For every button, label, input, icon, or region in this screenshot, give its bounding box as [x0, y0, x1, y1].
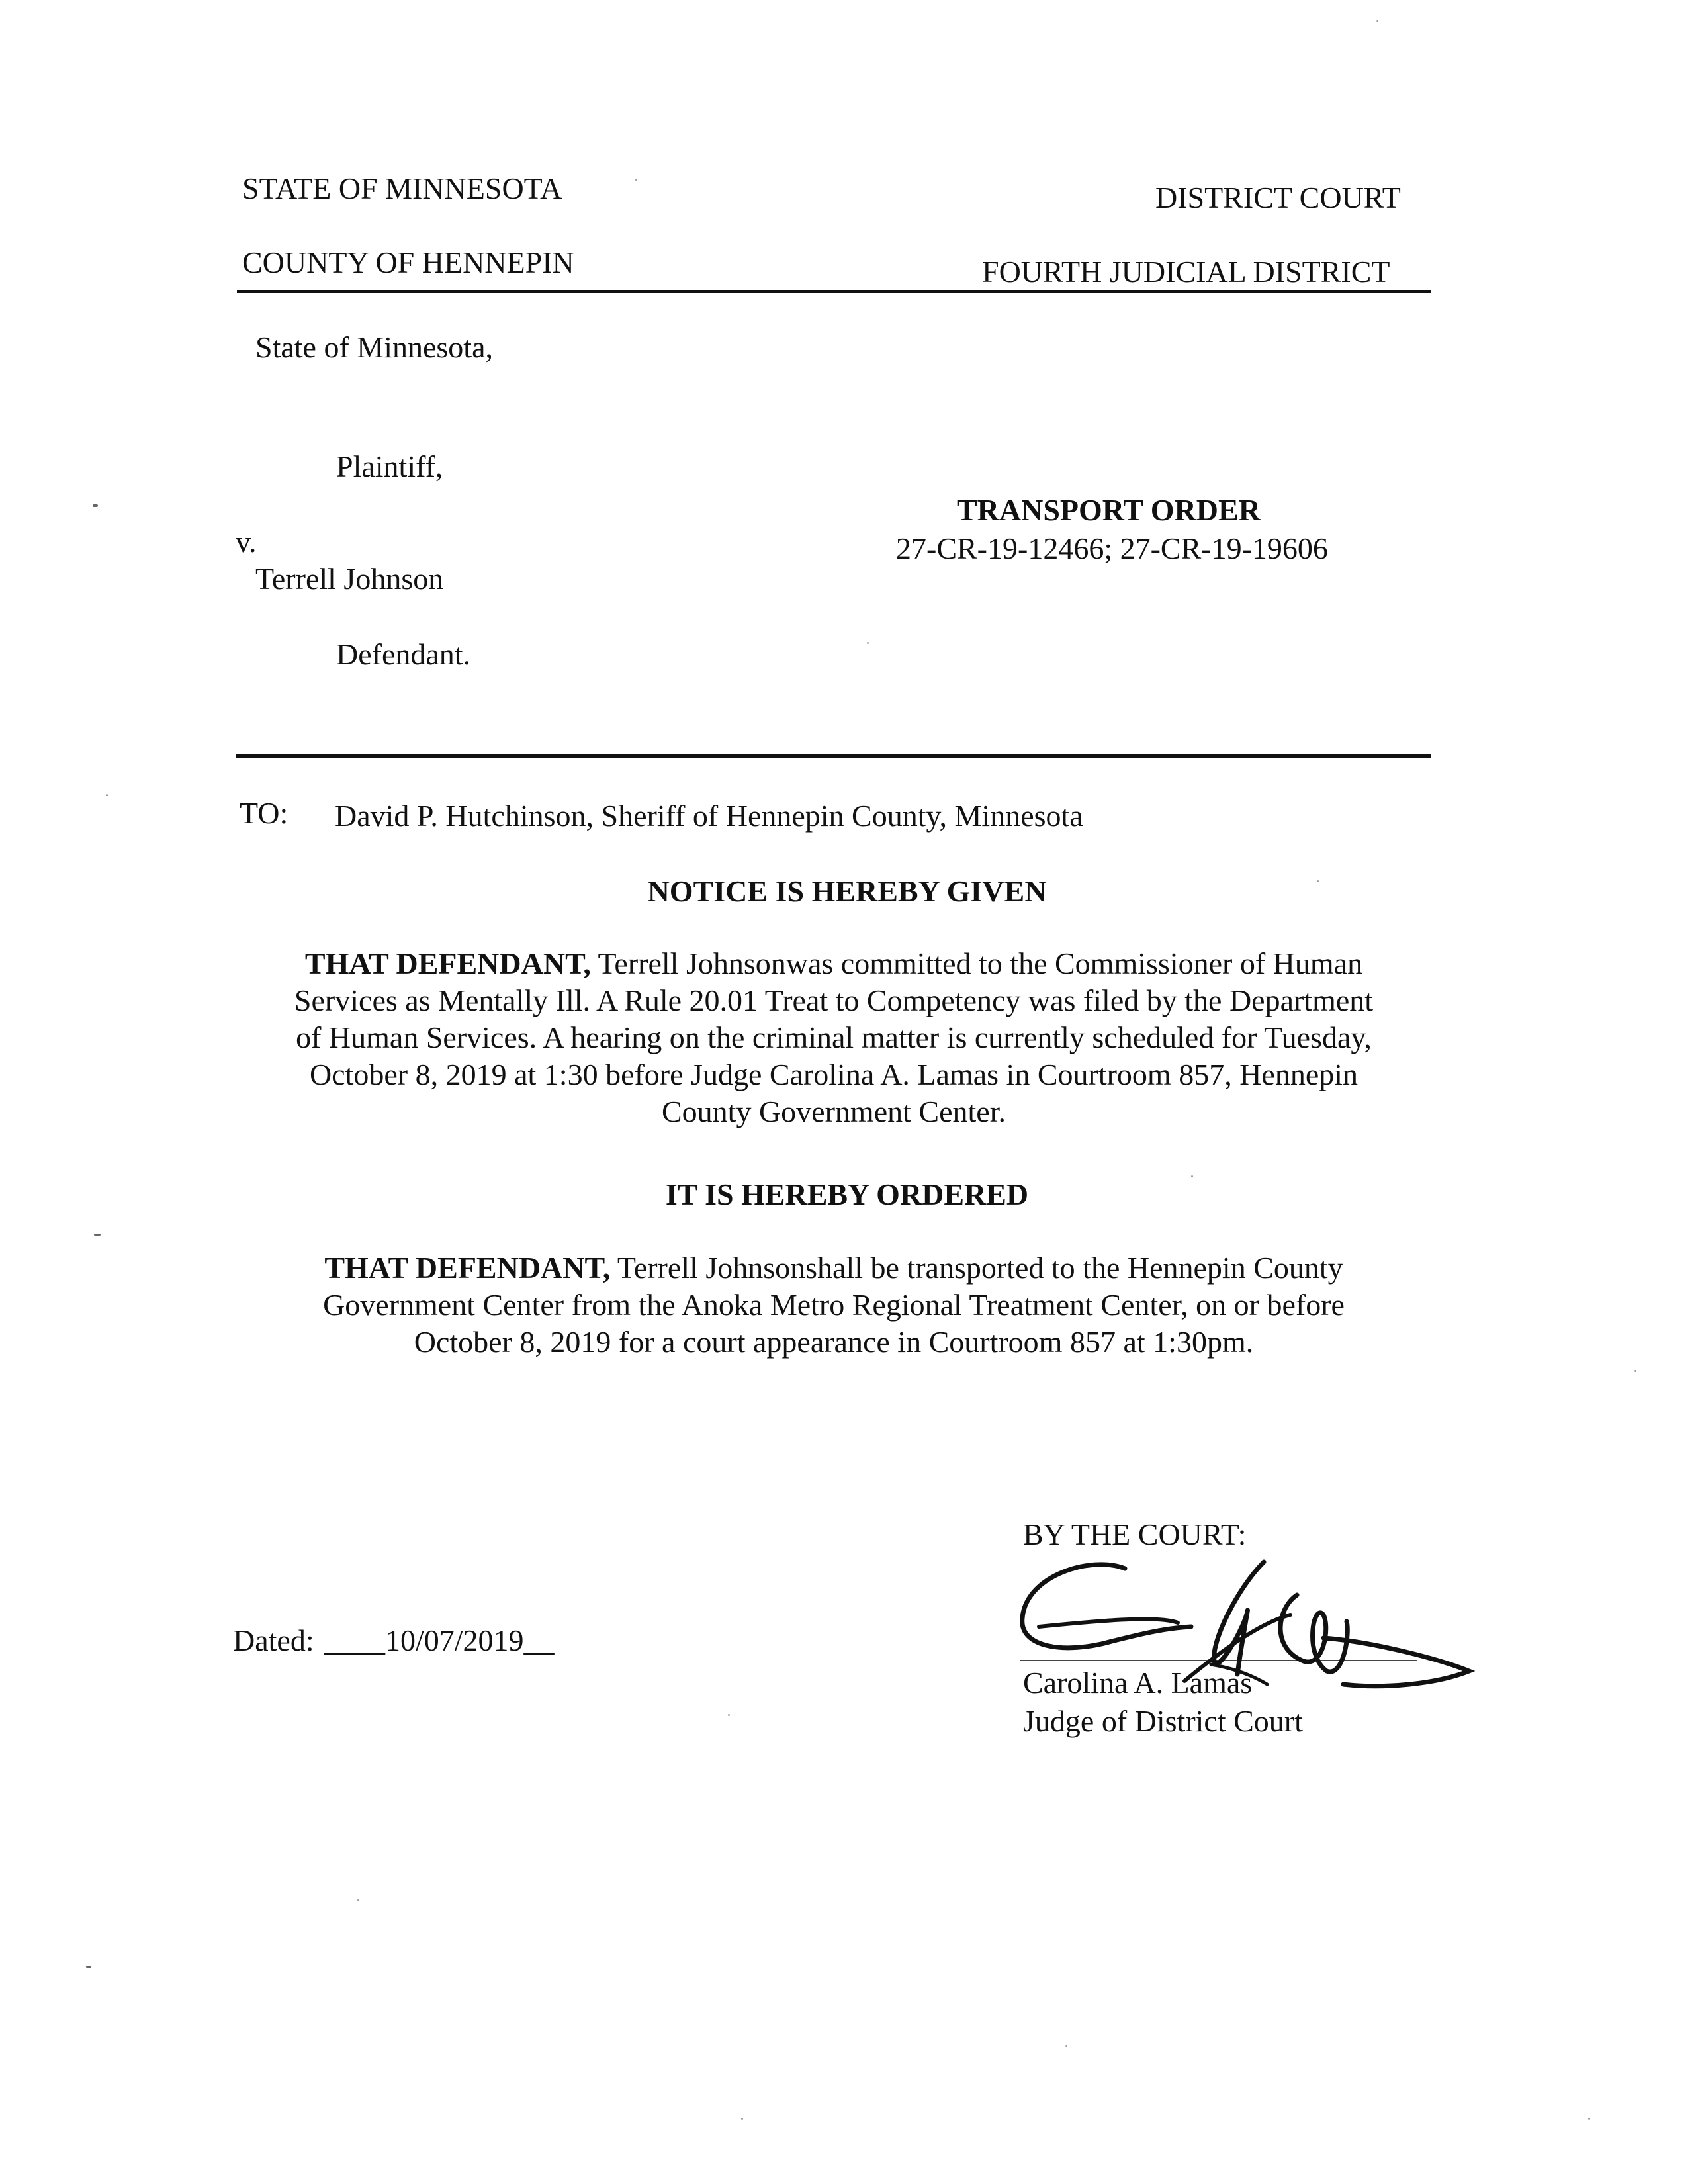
- notice-lead: THAT DEFENDANT,: [304, 946, 591, 980]
- defendant-name: Terrell Johnson: [255, 562, 444, 596]
- scan-speck: [1191, 1175, 1193, 1177]
- versus-label: v.: [236, 525, 257, 559]
- scan-speck: [728, 1714, 730, 1716]
- caption-court: DISTRICT COURT: [1155, 181, 1401, 214]
- plaintiff-role: Plaintiff,: [336, 449, 443, 483]
- ordered-line-1: [212, 1250, 1456, 1287]
- scan-speck: [94, 1234, 101, 1236]
- scan-speck: [1588, 2118, 1590, 2120]
- notice-line-5: County Government Center.: [662, 1095, 1006, 1128]
- dated-label: Dated:: [233, 1623, 314, 1657]
- judge-title: Judge of District Court: [1023, 1704, 1303, 1738]
- scan-speck: [867, 642, 869, 644]
- scan-speck: [635, 179, 637, 181]
- notice-heading: NOTICE IS HEREBY GIVEN: [647, 874, 1047, 908]
- caption-district: FOURTH JUDICIAL DISTRICT: [982, 255, 1390, 289]
- order-title: TRANSPORT ORDER: [957, 493, 1261, 527]
- dated-value: ____10/07/2019__: [324, 1623, 555, 1657]
- to-recipient: David P. Hutchinson, Sheriff of Hennepin County, Minnesota: [335, 799, 1083, 833]
- scan-speck: [1376, 20, 1378, 22]
- scan-speck: [93, 504, 98, 507]
- scan-speck: [357, 1899, 359, 1901]
- parties-rule: [236, 754, 1431, 758]
- caption-rule: [237, 290, 1431, 293]
- notice-line-4: October 8, 2019 at 1:30 before Judge Carolina A. Lamas in Courtroom 857, Hennepin: [309, 1058, 1359, 1091]
- scan-speck: [1065, 2045, 1067, 2047]
- notice-paragraph: [212, 945, 1456, 1130]
- ordered-lead: THAT DEFENDANT,: [324, 1251, 611, 1285]
- case-numbers: 27-CR-19-12466; 27-CR-19-19606: [896, 531, 1328, 565]
- scan-speck: [741, 2118, 743, 2120]
- ordered-paragraph: [212, 1250, 1456, 1361]
- caption-county: COUNTY OF HENNEPIN: [242, 246, 574, 279]
- notice-line-3: of Human Services. A hearing on the criminal matter is currently scheduled for Tuesday,: [296, 1021, 1372, 1054]
- scan-speck: [1634, 1370, 1636, 1372]
- ordered-heading: IT IS HEREBY ORDERED: [665, 1177, 1029, 1211]
- judge-name: Carolina A. Lamas: [1023, 1666, 1253, 1700]
- to-label: TO:: [240, 796, 289, 830]
- caption-state: STATE OF MINNESOTA: [242, 171, 562, 205]
- notice-line-1: [212, 945, 1456, 982]
- notice-line-2: Services as Mentally Ill. A Rule 20.01 Treat to Competency was filed by the Department: [294, 983, 1374, 1017]
- scan-speck: [86, 1966, 91, 1968]
- scan-speck: [106, 794, 108, 796]
- defendant-role: Defendant.: [336, 637, 471, 671]
- by-the-court: BY THE COURT:: [1023, 1518, 1247, 1551]
- plaintiff-name: State of Minnesota,: [255, 330, 493, 364]
- ordered-line-3: October 8, 2019 for a court appearance in Courtroom 857 at 1:30pm.: [414, 1325, 1254, 1359]
- scan-speck: [1317, 880, 1319, 882]
- ordered-line-1-text: Terrell Johnsonshall be transported to the Hennepin County: [610, 1251, 1343, 1285]
- notice-line-1-text: Terrell Johnsonwas committed to the Commissioner of Human: [590, 946, 1363, 980]
- ordered-line-2: Government Center from the Anoka Metro Regional Treatment Center, on or before: [323, 1288, 1345, 1322]
